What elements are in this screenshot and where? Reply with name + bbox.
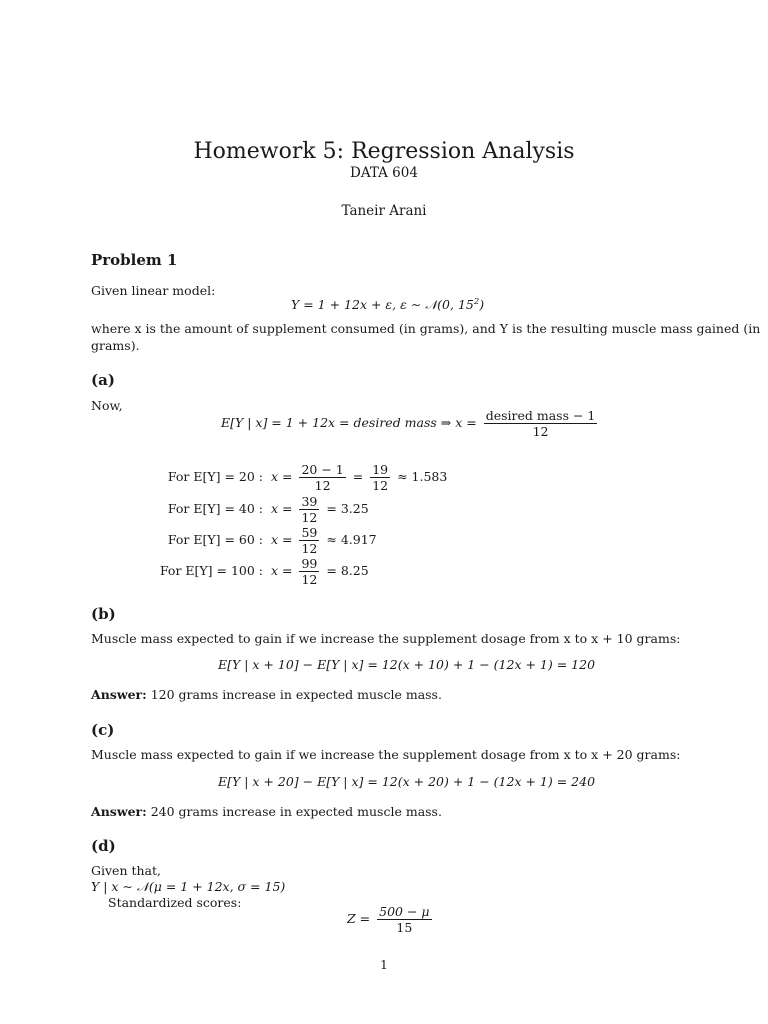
part-b-text: Muscle mass expected to gain if we increase the supplement dosage from x to x + 10 grams: (91, 631, 681, 646)
author-name: Taneir Arani (341, 203, 427, 219)
part-c-text: Muscle mass expected to gain if we increase the supplement dosage from x to x + 20 grams: (91, 747, 681, 762)
part-a-now: Now, (91, 398, 123, 413)
part-d-standardized: Standardized scores: (108, 895, 242, 910)
part-b-equation: E[Y | x + 10] − E[Y | x] = 12(x + 10) + 1 − (12x + 1) = 120 (218, 657, 596, 672)
course-code: DATA 604 (350, 165, 418, 181)
part-d-given: Given that, (91, 863, 161, 878)
part-a-row-20: For E[Y] = 20 : x = $\frac{20 - 1}{12}$ = $\frac{19}{12}$ ≈ 1.583 (167, 462, 448, 493)
main-fraction: $\frac{\text{desired mass − 1}}{12}$ (485, 408, 596, 439)
problem-heading: Problem 1 (91, 251, 178, 269)
part-c-equation: E[Y | x + 20] − E[Y | x] = 12(x + 20) + 1 − (12x + 1) = 240 (218, 774, 596, 789)
part-c-answer: Answer: 240 grams increase in expected muscle mass. (91, 804, 442, 819)
part-a-heading: (a) (91, 371, 115, 389)
part-a-main-equation: E[Y | x] = 1 + 12x = desired mass ⇒ x = $\frac{\text{desired mass − 1}}{12}$ (221, 408, 596, 439)
part-a-row-40: For E[Y] = 40 : x = $\frac{39}{12}$ = 3.25 (167, 494, 369, 525)
part-a-row-100: For E[Y] = 100 : x = $\frac{99}{12}$ = 8.25 (159, 556, 369, 587)
part-b-answer: Answer: 120 grams increase in expected muscle mass. (91, 687, 442, 702)
description-line-2: grams). (91, 338, 140, 353)
model-equation: Y = 1 + 12x + ε, ε ∼ 𝒩(0, $15^2$) (291, 297, 485, 313)
z-score-equation: Z = $\frac{500 - \mu}{15}$ (347, 904, 430, 935)
part-a-row-60: For E[Y] = 60 : x = $\frac{59}{12}$ ≈ 4.917 (167, 525, 377, 556)
page-number: 1 (380, 958, 388, 972)
part-d-distribution: Y | x ∼ 𝒩(μ = 1 + 12x, σ = 15) (91, 879, 286, 894)
part-b-heading: (b) (91, 605, 116, 623)
document-title: Homework 5: Regression Analysis (193, 139, 575, 164)
part-d-heading: (d) (91, 837, 116, 855)
description-line-1: where x is the amount of supplement consumed (in grams), and Y is the resulting muscle mass gained (in (91, 321, 761, 336)
part-c-heading: (c) (91, 721, 115, 739)
intro-text: Given linear model: (91, 283, 216, 298)
